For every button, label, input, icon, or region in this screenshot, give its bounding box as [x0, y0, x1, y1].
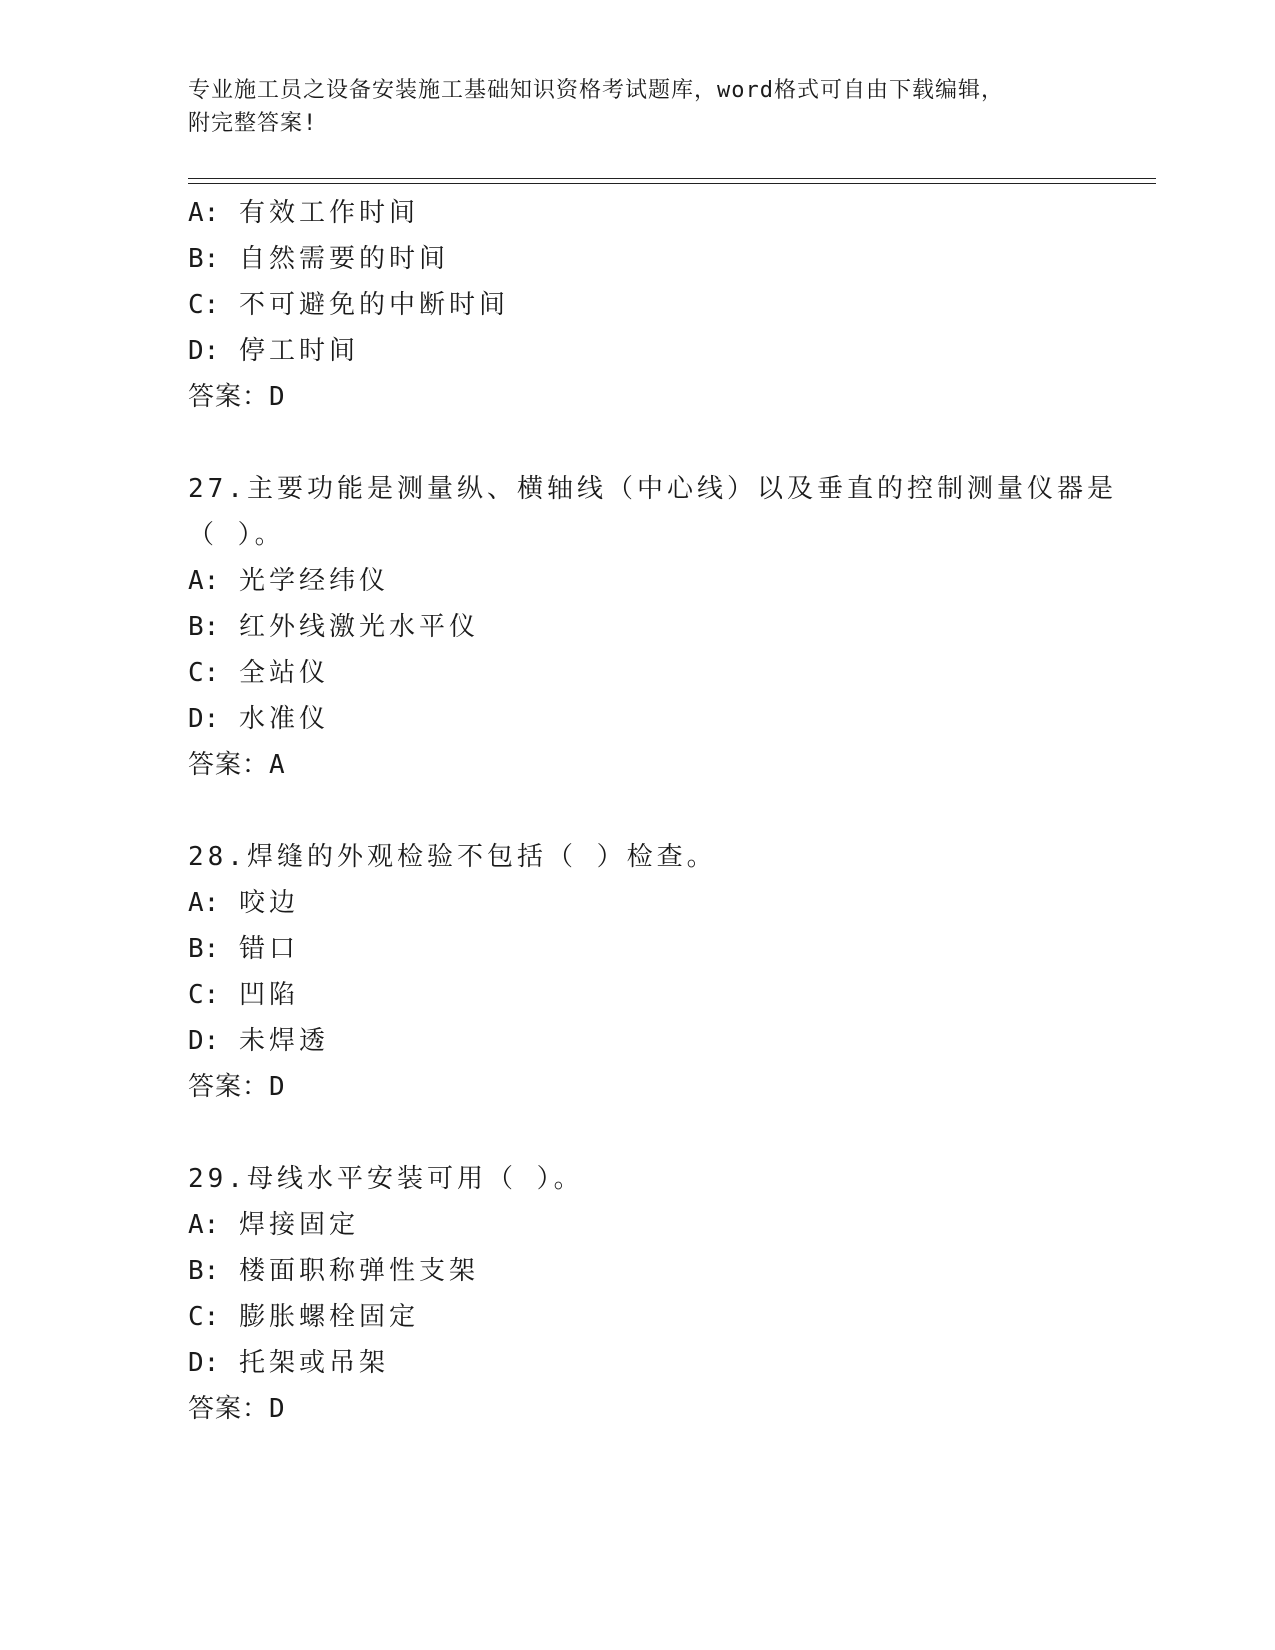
answer-line: 答案：A [188, 750, 286, 780]
answer-value: D [269, 1394, 286, 1424]
header-line-1: 专业施工员之设备安装施工基础知识资格考试题库，word格式可自由下载编辑， [188, 78, 1004, 103]
question-stem: 27.主要功能是测量纵、横轴线（中心线）以及垂直的控制测量仪器是 [188, 474, 1117, 504]
answer-value: A [269, 750, 286, 780]
option-a: A: 咬边 [188, 888, 299, 918]
answer-value: D [269, 382, 286, 412]
option-c: C: 不可避免的中断时间 [188, 290, 509, 320]
option-b: B: 楼面职称弹性支架 [188, 1256, 479, 1286]
option-c: C: 全站仪 [188, 658, 329, 688]
question-stem: 28.焊缝的外观检验不包括（ ）检查。 [188, 842, 717, 872]
option-d: D: 水准仪 [188, 704, 329, 734]
question-block-28 [188, 834, 1148, 1110]
document-header [188, 74, 1088, 140]
option-a: A: 焊接固定 [188, 1210, 359, 1240]
option-d: D: 托架或吊架 [188, 1348, 389, 1378]
option-a: A: 光学经纬仪 [188, 566, 389, 596]
option-b: B: 自然需要的时间 [188, 244, 449, 274]
header-divider-bottom [188, 183, 1156, 184]
option-a: A: 有效工作时间 [188, 198, 419, 228]
option-c: C: 凹陷 [188, 980, 299, 1010]
question-block-27 [188, 466, 1148, 788]
question-stem: 29.母线水平安装可用（ ）。 [188, 1164, 584, 1194]
question-block-29 [188, 1156, 1148, 1432]
answer-line: 答案：D [188, 382, 286, 412]
question-list [188, 190, 1148, 1432]
question-stem-continued: （ ）。 [188, 520, 285, 550]
option-b: B: 错口 [188, 934, 299, 964]
answer-line: 答案：D [188, 1072, 286, 1102]
answer-value: D [269, 1072, 286, 1102]
option-d: D: 停工时间 [188, 336, 359, 366]
header-divider-top [188, 178, 1156, 179]
option-b: B: 红外线激光水平仪 [188, 612, 479, 642]
answer-line: 答案：D [188, 1394, 286, 1424]
question-block-continued [188, 190, 1148, 420]
option-d: D: 未焊透 [188, 1026, 329, 1056]
header-line-2: 附完整答案! [188, 111, 318, 136]
option-c: C: 膨胀螺栓固定 [188, 1302, 419, 1332]
